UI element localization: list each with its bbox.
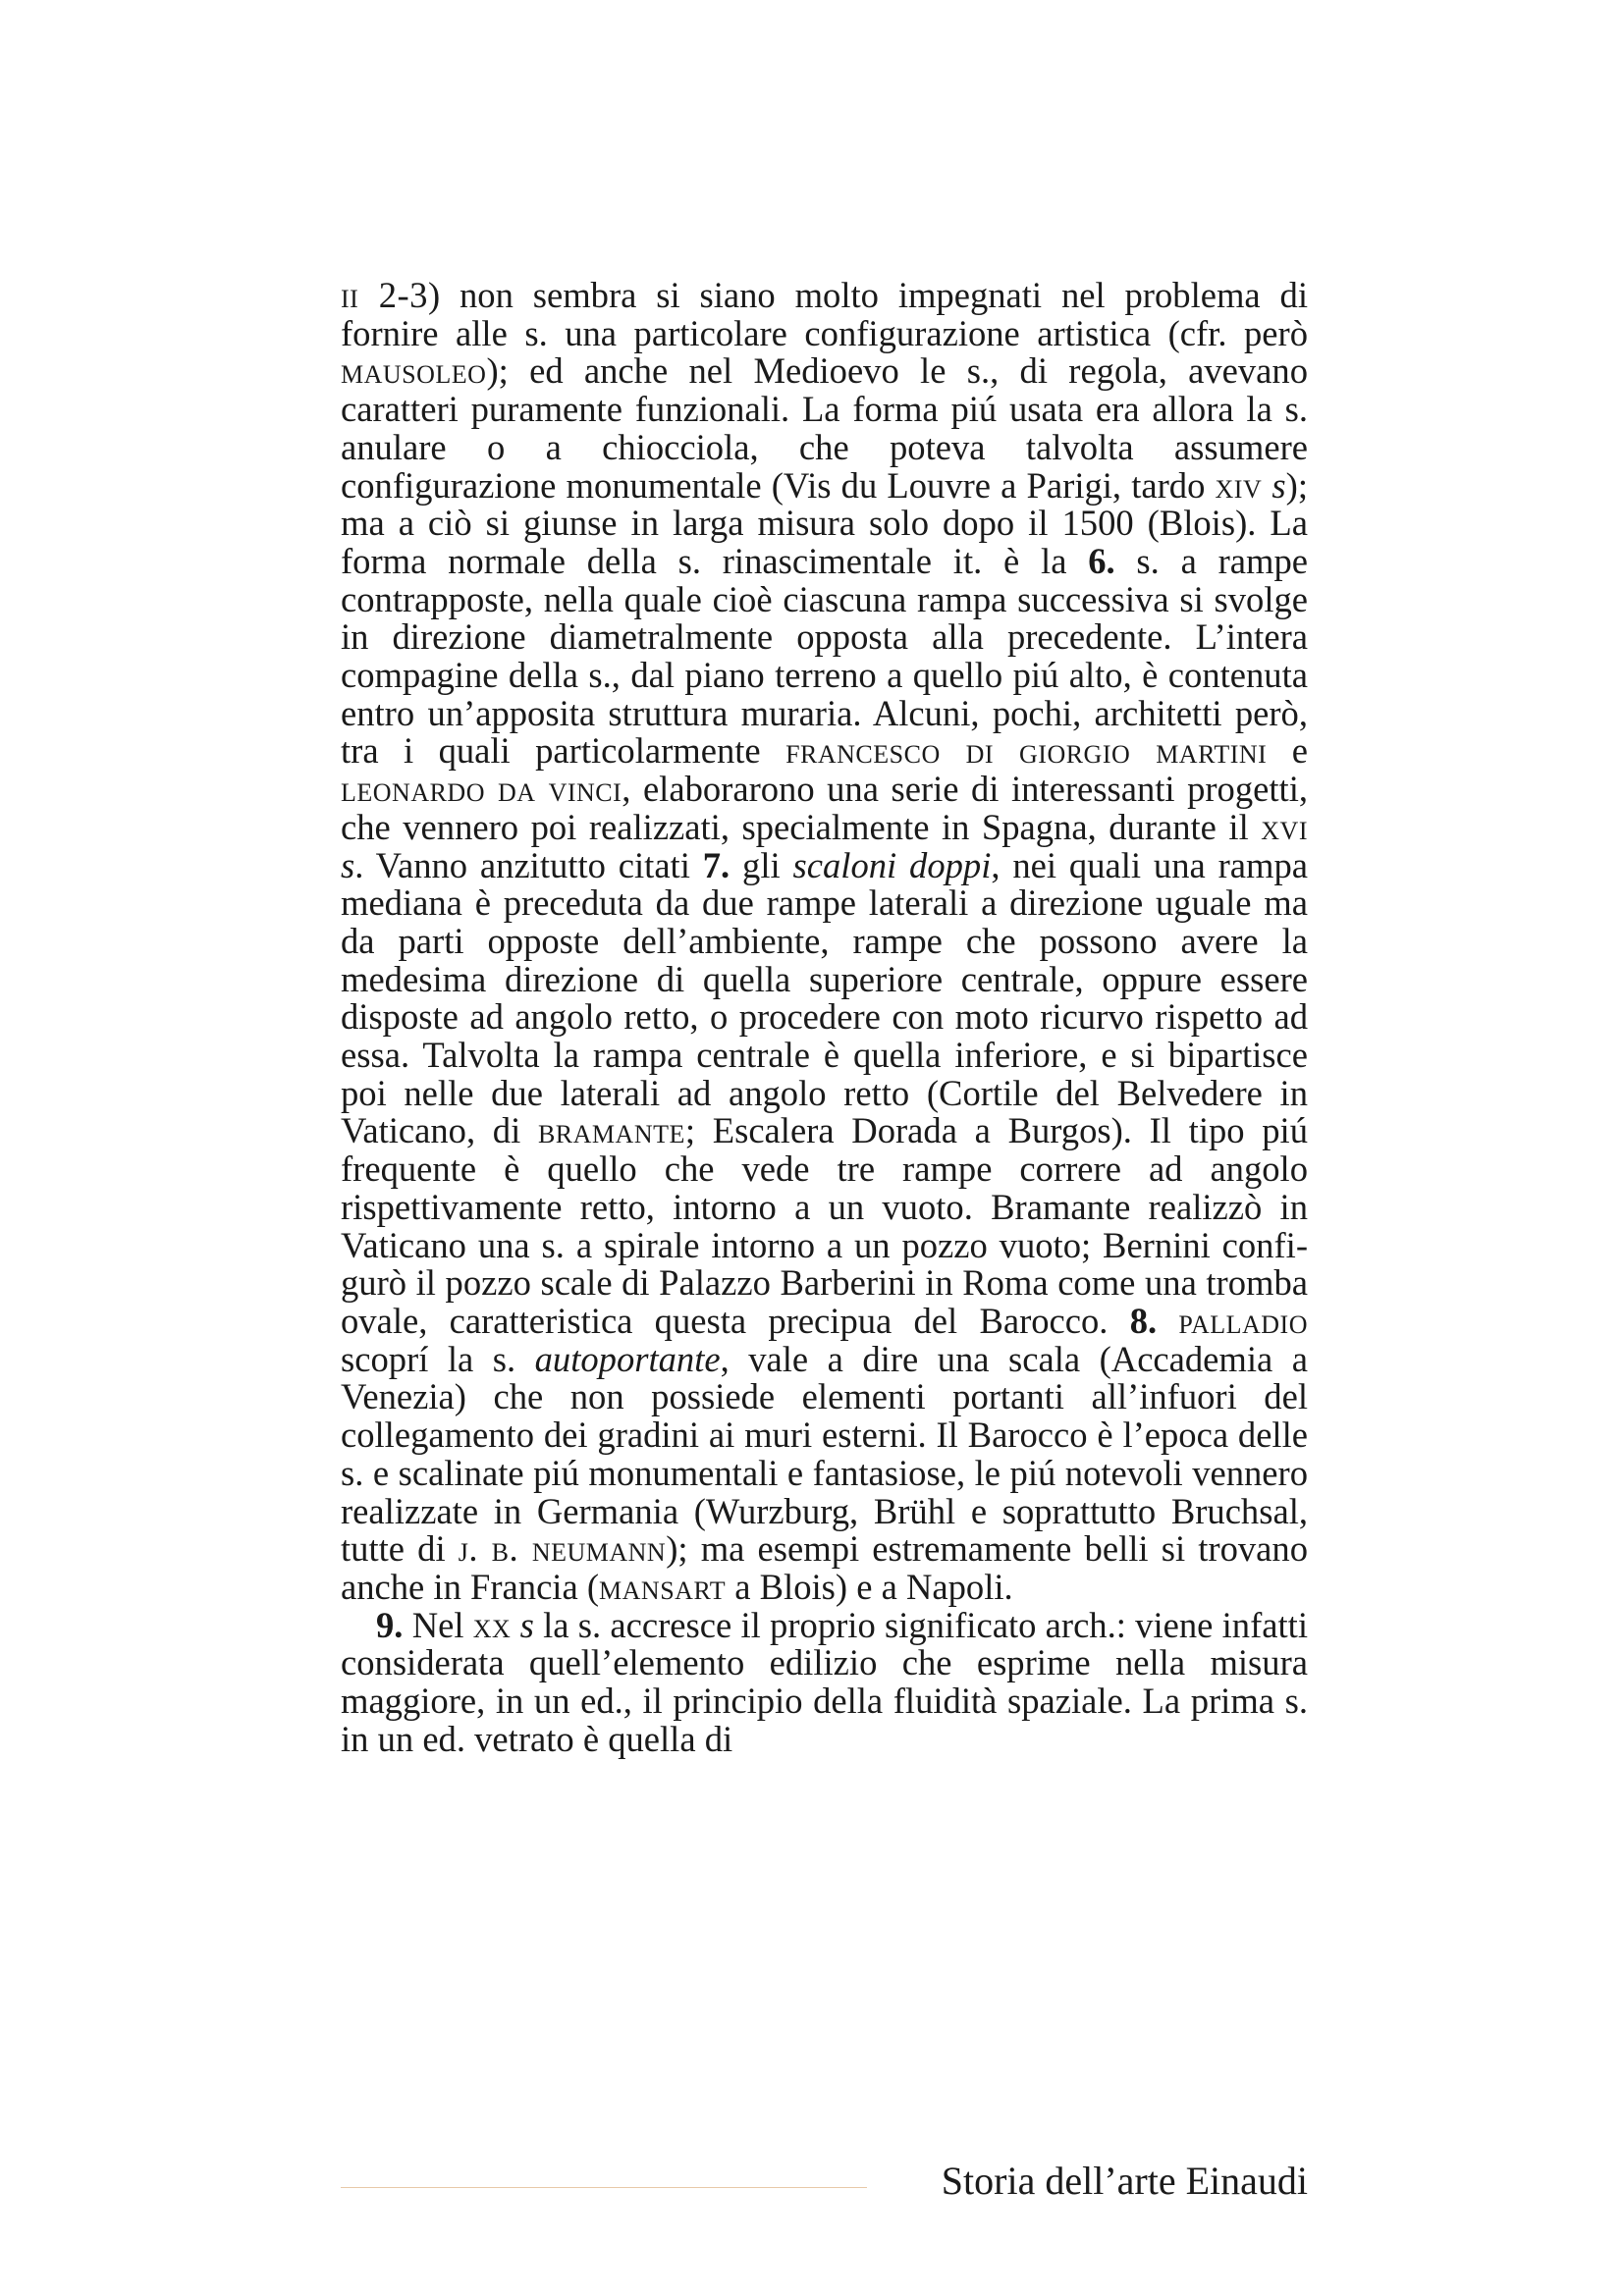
text-run: e: [1267, 730, 1308, 772]
text-run: , nei quali una rampa mediana è preceduta da due rampe laterali a direzione uguale ma da parti opposte dell’ambiente, rampe che possono avere la medesima direzione di quella superiore centrale, oppure essere disposte ad angolo retto, o procedere con moto ricurvo rispetto ad essa. Talvolta la rampa centrale è quella inferiore, e si bipartisce poi nelle due laterali ad angolo retto (Cortile del Belvedere in Vaticano, di: [341, 844, 1308, 1151]
text-run: Nel: [403, 1604, 473, 1645]
italic-term: scaloni doppi: [792, 844, 992, 885]
century-abbreviation: s: [341, 844, 355, 885]
cross-reference: mansart: [599, 1566, 727, 1607]
text-run: scoprí la s.: [341, 1338, 535, 1379]
footer-title: Storia dell’arte Einaudi: [941, 2159, 1308, 2203]
section-number: 7.: [702, 844, 730, 885]
century-abbreviation: s: [1271, 464, 1286, 506]
text-run: la s. accresce il proprio significato arch.: viene infatti considerata quell’elemento edilizio che esprime nella misura maggiore, in un ed., il principio della fluidità spaziale. La prima s. in un ed. vetrato è quella di: [341, 1604, 1308, 1759]
cross-reference: bramante: [537, 1110, 685, 1151]
text-run: s. a rampe contrapposte, nella quale cioè ciascuna rampa successiva si svolge in direzione diametralmente opposta alla precedente. L’intera compagine della s., dal piano terreno a quello piú alto, è contenuta entro un’apposita struttura muraria. Alcuni, pochi, architetti però, tra i quali particolarmente: [341, 540, 1308, 772]
section-number: 8.: [1129, 1300, 1158, 1341]
text-run: . Vanno anzitutto citati: [354, 844, 703, 885]
italic-term: autoportante: [534, 1338, 721, 1379]
century-abbreviation: s: [519, 1604, 534, 1645]
century-numeral: xiv: [1215, 464, 1263, 506]
text-run: ); ma a ciò si giunse in larga misura solo dopo il 1500 (Blois). La forma normale della s. rinascimentale it. è la: [341, 464, 1308, 581]
text-run: , vale a dire una scala (Accademia a Venezia) che non possiede elementi portanti all’infuori del collegamento dei gradini ai muri esterni. Il Barocco è l’epoca delle s. e scalinate piú monumentali e fantasiose, le piú notevoli vennero realizzate in Germania (Wurzburg, Brühl e soprattutto Bruchsal, tutte di: [341, 1338, 1308, 1570]
cross-reference: j. b. neumann: [458, 1528, 667, 1570]
text-run: gli: [730, 844, 793, 885]
century-numeral: xx: [472, 1604, 512, 1645]
cross-reference: mausoleo: [341, 350, 487, 392]
text-run: ); ed anche nel Medioevo le s., di regola, avevano caratteri puramente funzionali. La forma piú usata era allora la s. anulare o a chiocciola, che poteva talvolta assumere configurazione monumentale (Vis du Louvre a Parigi, tardo: [341, 350, 1308, 506]
paragraph-1: [341, 277, 1308, 1607]
text-run: ) non sembra si siano molto impegnati nel problema di fornire alle s. una particolare configurazione artistica (cfr. però: [341, 275, 1308, 353]
section-number: 6.: [1088, 540, 1115, 581]
article-body: [341, 277, 1308, 1758]
cross-reference: ii 2-3: [341, 275, 428, 315]
cross-reference: palladio: [1178, 1300, 1308, 1341]
text-run: ; Escalera Dorada a Burgos). Il tipo piú frequente è quello che vede tre rampe correre ad angolo rispettivamente retto, intorno a un vuoto. Bramante realizzò in Vaticano una s. a spirale intorno a un pozzo vuoto; Bernini configurò il pozzo scale di Palazzo Barberini in Roma come una tromba ovale, caratteristica questa precipua del Barocco.: [341, 1110, 1308, 1341]
text-run: a Blois) e a Napoli.: [726, 1566, 1013, 1607]
cross-reference: francesco di giorgio martini: [785, 730, 1268, 772]
cross-reference: leonardo da vinci: [341, 769, 622, 810]
footer-divider: [341, 2187, 867, 2188]
paragraph-2: [341, 1604, 1308, 1759]
section-number: 9.: [376, 1604, 404, 1645]
century-numeral: xvi: [1261, 806, 1308, 847]
text-run: ); ma esempi estremamente belli si trovano anche in Francia (: [341, 1528, 1308, 1607]
text-run: , elaborarono una serie di interessanti progetti, che vennero poi realizzati, specialmente in Spagna, durante il: [341, 769, 1308, 847]
